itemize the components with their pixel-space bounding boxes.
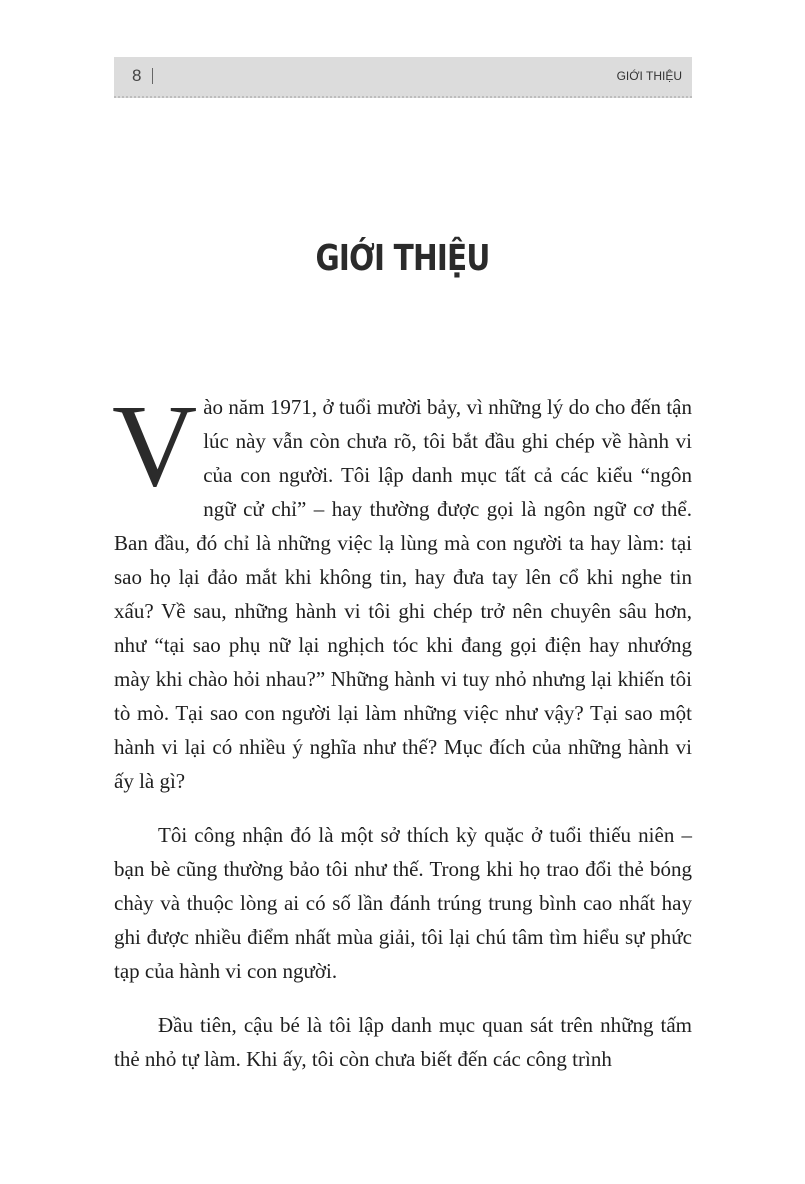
running-header bbox=[114, 57, 692, 98]
drop-cap: V bbox=[112, 380, 198, 511]
paragraph-3: Đầu tiên, cậu bé là tôi lập danh mục quan sát trên những tấm thẻ nhỏ tự làm. Khi ấy, tôi còn chưa biết đến các công trình bbox=[114, 1013, 692, 1071]
page-number: 8 bbox=[132, 66, 142, 85]
body-text bbox=[112, 380, 692, 1096]
running-section-title: GIỚI THIỆU bbox=[616, 69, 682, 83]
paragraph-1 bbox=[112, 380, 692, 798]
header-separator bbox=[152, 68, 153, 84]
paragraph-1-text: ào năm 1971, ở tuổi mười bảy, vì những lý do cho đến tận lúc này vẫn còn chưa rõ, tôi bắt đầu ghi chép về hành vi của con người. Tôi lập danh mục tất cả các kiểu “ngôn ngữ cử chỉ” – hay thường được gọi là ngôn ngữ cơ thể. Ban đầu, đó chỉ là những việc lạ lùng mà con người ta hay làm: tại sao họ lại đảo mắt khi không tin, hay đưa tay lên cổ khi nghe tin xấu? Về sau, những hành vi tôi ghi chép trở nên chuyên sâu hơn, như “tại sao phụ nữ lại nghịch tóc khi đang gọi điện hay nhướng mày khi chào hỏi nhau?” Những hành vi tuy nhỏ nhưng lại khiến tôi tò mò. Tại sao con người lại làm những việc như vậy? Tại sao một hành vi lại có nhiều ý nghĩa như thế? Mục đích của những hành vi ấy là gì? bbox=[114, 395, 692, 793]
paragraph-2: Tôi công nhận đó là một sở thích kỳ quặc ở tuổi thiếu niên – bạn bè cũng thường bảo tôi như thế. Trong khi họ trao đổi thẻ bóng chày và thuộc lòng ai có số lần đánh trúng trung bình cao nhất hay ghi được nhiều điểm nhất mùa giải, tôi lại chú tâm tìm hiểu sự phức tạp của hành vi con người. bbox=[114, 823, 692, 983]
chapter-title: GIỚI THIỆU bbox=[315, 238, 490, 279]
